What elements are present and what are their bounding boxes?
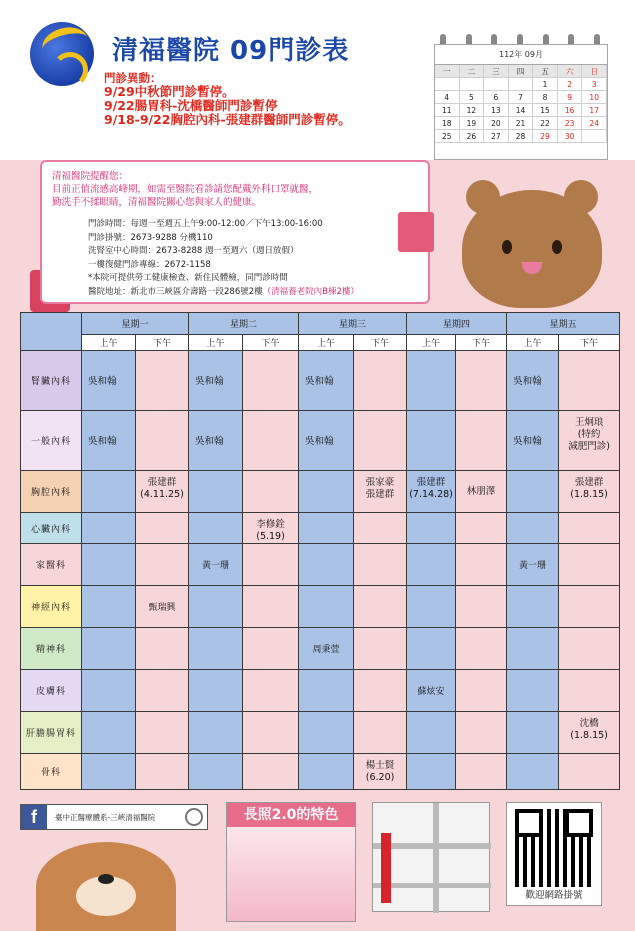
registration-phone: 門診掛號：2673-9288 分機110 <box>88 232 213 243</box>
afternoon-header: 下午 <box>559 335 620 351</box>
department-name: 一般內科 <box>21 411 82 471</box>
empty-cell <box>189 712 243 754</box>
calendar-day: 9 <box>558 91 583 104</box>
table-row <box>21 586 620 628</box>
calendar-day: 19 <box>460 117 485 130</box>
calendar-weekday: 五 <box>533 65 558 78</box>
empty-cell <box>407 754 456 790</box>
empty-cell <box>456 712 507 754</box>
department-name: 家醫科 <box>21 544 82 586</box>
empty-cell <box>407 351 456 411</box>
empty-cell <box>354 586 407 628</box>
notice-line: 9/22腸胃科-沈橋醫師門診暫停 <box>104 98 278 113</box>
qr-label: 歡迎網路掛號 <box>525 890 583 901</box>
empty-cell <box>407 586 456 628</box>
rehab-phone: 一樓復健門診專線：2672-1158 <box>88 259 211 270</box>
ltc-title: 長照2.0的特色 <box>227 803 355 827</box>
calendar-weekday: 六 <box>558 65 583 78</box>
doctor-cell: 吳和翰 <box>189 411 243 471</box>
calendar-day: 21 <box>509 117 534 130</box>
empty-cell <box>243 754 299 790</box>
empty-cell <box>507 513 559 544</box>
empty-cell <box>354 351 407 411</box>
calendar-weekday: 日 <box>582 65 607 78</box>
corner-cell <box>21 313 82 351</box>
facebook-page-name: 臺中正醫療體系-三峽清福醫院 <box>55 812 156 822</box>
dialysis-hours: 洗腎室中心時間：2673-8288 週一至週六（週日放假） <box>88 246 299 256</box>
empty-cell <box>82 471 136 513</box>
calendar-grid <box>435 65 607 143</box>
empty-cell <box>407 628 456 670</box>
calendar-day: 24 <box>582 117 607 130</box>
empty-cell <box>243 586 299 628</box>
empty-cell <box>507 754 559 790</box>
clinic-details <box>88 218 359 299</box>
morning-header: 上午 <box>507 335 559 351</box>
doctor-cell: 王炯琅 (特約 減肥門診) <box>559 411 620 471</box>
empty-cell <box>243 411 299 471</box>
department-name: 胸腔內科 <box>21 471 82 513</box>
empty-cell <box>243 351 299 411</box>
empty-cell <box>354 628 407 670</box>
empty-cell <box>456 351 507 411</box>
bear-mascot-icon <box>462 190 602 308</box>
day-header-row <box>21 313 620 335</box>
table-row <box>21 471 620 513</box>
empty-cell <box>456 513 507 544</box>
afternoon-header: 下午 <box>243 335 299 351</box>
calendar-day: 11 <box>435 104 460 117</box>
empty-cell <box>299 712 354 754</box>
hospital-address: 醫院地址：新北市三峽區介壽路一段286號2樓（清福養老院內B棟2樓） <box>88 286 359 297</box>
doctor-cell: 黃一珊 <box>507 544 559 586</box>
doctor-cell: 甄瑞興 <box>136 586 189 628</box>
table-row <box>21 411 620 471</box>
calendar-day: 23 <box>558 117 583 130</box>
info-box <box>40 160 430 304</box>
empty-cell <box>299 754 354 790</box>
doctor-cell: 蘇炫安 <box>407 670 456 712</box>
empty-cell <box>82 544 136 586</box>
doctor-cell: 張建群 (7.14.28) <box>407 471 456 513</box>
empty-cell <box>136 544 189 586</box>
header <box>0 0 635 160</box>
calendar-day <box>484 78 509 91</box>
doctor-cell: 張家豪 張建群 <box>354 471 407 513</box>
table-row <box>21 754 620 790</box>
department-name: 皮膚科 <box>21 670 82 712</box>
doctor-cell: 周秉萱 <box>299 628 354 670</box>
empty-cell <box>299 586 354 628</box>
doctor-cell: 吳和翰 <box>507 351 559 411</box>
calendar-day: 5 <box>460 91 485 104</box>
reminder-line: 勤洗手不揉眼睛，清福醫院關心您與家人的健康。 <box>52 197 262 208</box>
calendar-day: 3 <box>582 78 607 91</box>
clinic-schedule-table <box>20 312 620 790</box>
calendar-day: 22 <box>533 117 558 130</box>
empty-cell <box>354 670 407 712</box>
table-row <box>21 544 620 586</box>
empty-cell <box>559 670 620 712</box>
clinic-hours: 門診時間：每週一至週五上午9:00-12:00／下午13:00-16:00 <box>88 219 323 229</box>
doctor-cell: 林朋澤 <box>456 471 507 513</box>
department-name: 腎臟內科 <box>21 351 82 411</box>
health-reminder <box>52 170 318 209</box>
empty-cell <box>507 712 559 754</box>
calendar-weekday: 三 <box>484 65 509 78</box>
empty-cell <box>243 471 299 513</box>
empty-cell <box>82 586 136 628</box>
empty-cell <box>407 712 456 754</box>
doctor-cell: 吳和翰 <box>299 411 354 471</box>
empty-cell <box>299 544 354 586</box>
department-name: 骨科 <box>21 754 82 790</box>
table-row <box>21 513 620 544</box>
morning-header: 上午 <box>82 335 136 351</box>
doctor-cell: 吳和翰 <box>82 411 136 471</box>
table-row <box>21 712 620 754</box>
empty-cell <box>299 471 354 513</box>
calendar-weekday: 一 <box>435 65 460 78</box>
ltc-illustration-icon <box>227 827 355 921</box>
empty-cell <box>136 411 189 471</box>
empty-cell <box>456 586 507 628</box>
empty-cell <box>456 670 507 712</box>
department-name: 肝膽腸胃科 <box>21 712 82 754</box>
empty-cell <box>354 411 407 471</box>
empty-cell <box>354 544 407 586</box>
doctor-cell: 楊士賢 (6.20) <box>354 754 407 790</box>
empty-cell <box>559 544 620 586</box>
doctor-cell: 張建群 (1.8.15) <box>559 471 620 513</box>
empty-cell <box>407 544 456 586</box>
session-header-row <box>21 335 620 351</box>
search-icon <box>185 808 203 826</box>
empty-cell <box>243 670 299 712</box>
afternoon-header: 下午 <box>136 335 189 351</box>
calendar-day: 2 <box>558 78 583 91</box>
empty-cell <box>82 712 136 754</box>
notice-line: 9/18-9/22胸腔內科-張建群醫師門診暫停。 <box>104 112 351 127</box>
empty-cell <box>456 411 507 471</box>
health-check-note: *本院可提供勞工健康檢查、新住民體檢，同門診時間 <box>88 273 288 283</box>
registration-qr[interactable] <box>506 802 602 906</box>
calendar-day: 12 <box>460 104 485 117</box>
empty-cell <box>189 586 243 628</box>
empty-cell <box>559 628 620 670</box>
calendar-weekday: 二 <box>460 65 485 78</box>
empty-cell <box>82 670 136 712</box>
empty-cell <box>559 513 620 544</box>
facebook-icon: f <box>21 805 47 829</box>
dog-mascot-icon <box>36 842 176 931</box>
empty-cell <box>136 712 189 754</box>
calendar-title: 112年 09月 <box>435 45 607 65</box>
day-header: 星期三 <box>299 313 407 335</box>
empty-cell <box>136 670 189 712</box>
notice-line: 門診異動： <box>104 71 162 85</box>
notice-line: 9/29中秋節門診暫停。 <box>104 84 235 99</box>
doctor-cell: 張建群 (4.11.25) <box>136 471 189 513</box>
calendar-day: 4 <box>435 91 460 104</box>
empty-cell <box>407 513 456 544</box>
reminder-line: 清福醫院提醒您： <box>52 171 129 182</box>
empty-cell <box>136 513 189 544</box>
morning-header: 上午 <box>299 335 354 351</box>
calendar-weekday: 四 <box>509 65 534 78</box>
empty-cell <box>243 628 299 670</box>
doctor-cell: 吳和翰 <box>189 351 243 411</box>
calendar <box>434 44 608 160</box>
calendar-day: 16 <box>558 104 583 117</box>
empty-cell <box>299 513 354 544</box>
department-name: 神經內科 <box>21 586 82 628</box>
calendar-day: 25 <box>435 130 460 143</box>
department-name: 精神科 <box>21 628 82 670</box>
empty-cell <box>189 754 243 790</box>
calendar-day: 15 <box>533 104 558 117</box>
empty-cell <box>82 628 136 670</box>
empty-cell <box>507 628 559 670</box>
calendar-day: 1 <box>533 78 558 91</box>
afternoon-header: 下午 <box>456 335 507 351</box>
footer <box>0 798 635 931</box>
doctor-cell: 吳和翰 <box>82 351 136 411</box>
day-header: 星期一 <box>82 313 189 335</box>
calendar-day: 27 <box>484 130 509 143</box>
location-map <box>372 802 490 912</box>
empty-cell <box>189 628 243 670</box>
afternoon-header: 下午 <box>354 335 407 351</box>
morning-header: 上午 <box>407 335 456 351</box>
calendar-day: 13 <box>484 104 509 117</box>
table-row <box>21 351 620 411</box>
empty-cell <box>456 754 507 790</box>
day-header: 星期五 <box>507 313 620 335</box>
calendar-day: 28 <box>509 130 534 143</box>
empty-cell <box>507 586 559 628</box>
calendar-day: 8 <box>533 91 558 104</box>
table-row <box>21 670 620 712</box>
calendar-day: 30 <box>558 130 583 143</box>
doctor-cell: 黃一珊 <box>189 544 243 586</box>
empty-cell <box>136 754 189 790</box>
empty-cell <box>407 411 456 471</box>
hospital-logo-icon <box>30 22 94 86</box>
empty-cell <box>456 544 507 586</box>
empty-cell <box>82 513 136 544</box>
calendar-day <box>582 130 607 143</box>
department-name: 心臟內科 <box>21 513 82 544</box>
empty-cell <box>559 586 620 628</box>
info-area <box>0 160 635 312</box>
long-term-care-poster <box>226 802 356 922</box>
empty-cell <box>354 712 407 754</box>
empty-cell <box>559 754 620 790</box>
empty-cell <box>456 628 507 670</box>
doctor-cell: 吳和翰 <box>299 351 354 411</box>
calendar-day <box>460 78 485 91</box>
empty-cell <box>189 513 243 544</box>
empty-cell <box>136 628 189 670</box>
day-header: 星期四 <box>407 313 507 335</box>
pencil-cup-icon <box>398 212 434 252</box>
doctor-cell: 吳和翰 <box>507 411 559 471</box>
calendar-day: 18 <box>435 117 460 130</box>
reminder-line: 目前正值流感高峰期，如需至醫院看診請您配戴外科口罩就醫， <box>52 184 319 195</box>
page-title: 清福醫院 09門診表 <box>112 36 350 66</box>
calendar-day <box>509 78 534 91</box>
empty-cell <box>189 670 243 712</box>
empty-cell <box>507 670 559 712</box>
calendar-day: 20 <box>484 117 509 130</box>
empty-cell <box>136 351 189 411</box>
calendar-day: 14 <box>509 104 534 117</box>
calendar-day: 10 <box>582 91 607 104</box>
calendar-day <box>435 78 460 91</box>
empty-cell <box>189 471 243 513</box>
calendar-day: 26 <box>460 130 485 143</box>
empty-cell <box>507 471 559 513</box>
schedule-change-notice <box>104 71 351 127</box>
empty-cell <box>354 513 407 544</box>
empty-cell <box>243 544 299 586</box>
empty-cell <box>243 712 299 754</box>
calendar-day: 7 <box>509 91 534 104</box>
qr-code-icon[interactable] <box>515 809 593 887</box>
empty-cell <box>82 754 136 790</box>
facebook-link[interactable] <box>20 804 208 830</box>
empty-cell <box>299 670 354 712</box>
doctor-cell: 李修銓 (5.19) <box>243 513 299 544</box>
empty-cell <box>559 351 620 411</box>
day-header: 星期二 <box>189 313 299 335</box>
morning-header: 上午 <box>189 335 243 351</box>
calendar-day: 6 <box>484 91 509 104</box>
calendar-day: 29 <box>533 130 558 143</box>
calendar-day: 17 <box>582 104 607 117</box>
table-row <box>21 628 620 670</box>
doctor-cell: 沈橋 (1.8.15) <box>559 712 620 754</box>
